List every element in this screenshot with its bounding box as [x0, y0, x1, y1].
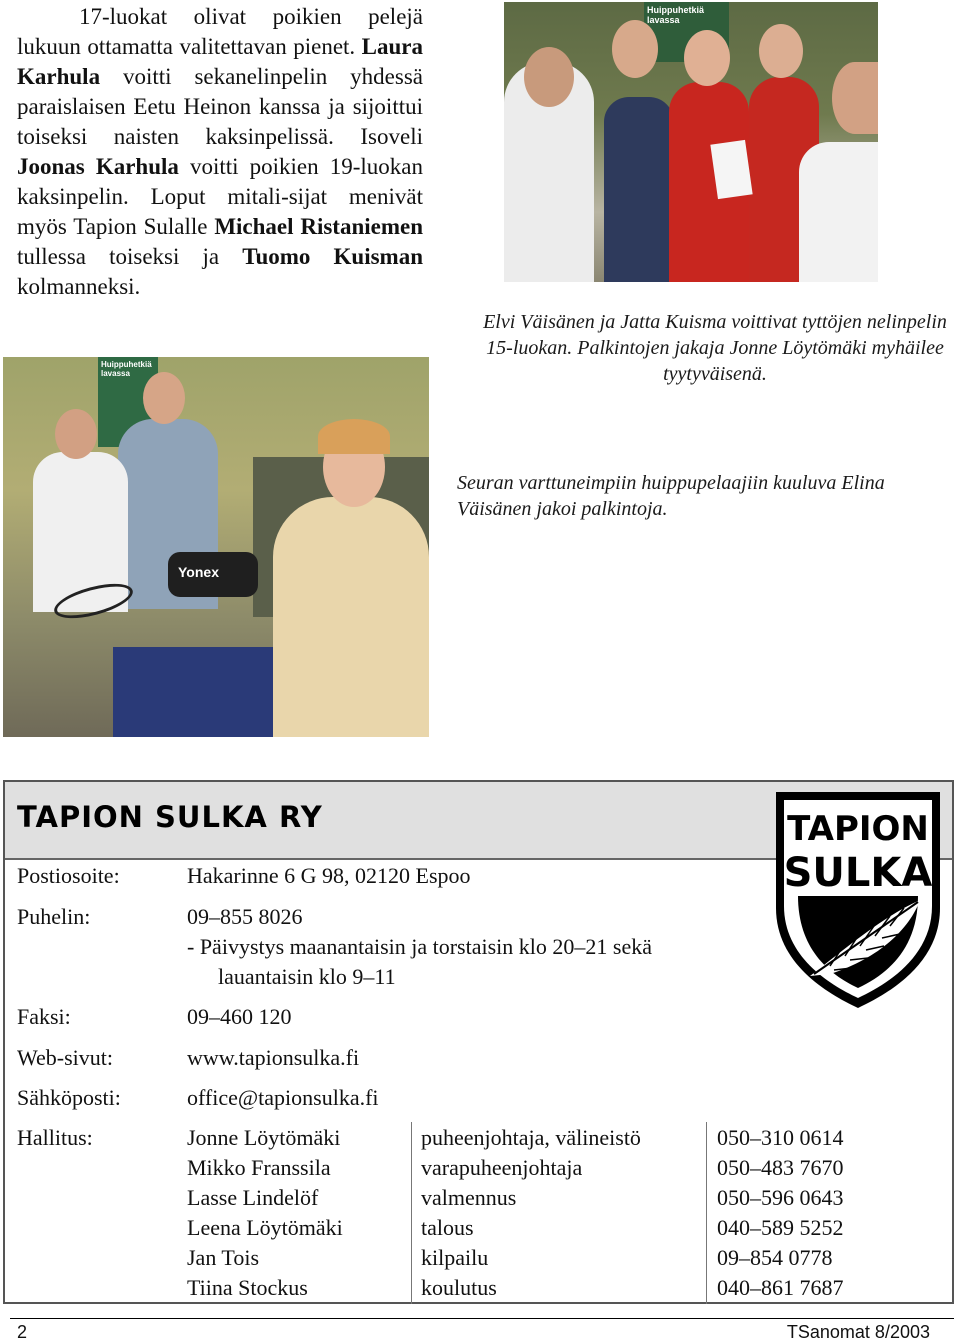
web-label: Web-sivut:	[17, 1045, 113, 1070]
name-tuomo-kuisma: Tuomo Kuisman	[242, 244, 424, 269]
board-role: talous	[421, 1215, 474, 1240]
fax-label: Faksi:	[17, 1004, 71, 1029]
board-name: Jonne Löytömäki	[187, 1125, 341, 1150]
board-phone: 050–596 0643	[717, 1185, 844, 1210]
face	[759, 24, 803, 78]
column-divider	[706, 1122, 707, 1304]
club-logo	[770, 788, 946, 1012]
face	[612, 20, 658, 78]
name-joonas-karhula: Joonas Karhula	[17, 154, 179, 179]
photo-boys-podium	[3, 357, 429, 737]
board-phone: 09–854 0778	[717, 1245, 833, 1270]
logo-word-1: TAPION	[787, 809, 929, 849]
board-phone: 050–483 7670	[717, 1155, 844, 1180]
board-role: puheenjohtaja, välineistö	[421, 1125, 641, 1150]
fax-value: 09–460 120	[187, 1004, 292, 1029]
article-sentence: kolmanneksi.	[17, 274, 141, 299]
face	[55, 409, 97, 459]
web-link[interactable]: www.tapionsulka.fi	[187, 1045, 360, 1070]
board-name: Mikko Franssila	[187, 1155, 331, 1180]
article-text	[17, 2, 423, 302]
email-link[interactable]: office@tapionsulka.fi	[187, 1085, 379, 1110]
face	[524, 47, 574, 107]
banner-text: Huippuhetkiä lavassa	[101, 360, 152, 378]
face	[684, 30, 730, 86]
phone-label: Puhelin:	[17, 904, 91, 929]
board-name: Leena Löytömäki	[187, 1215, 343, 1240]
board-phone: 040–861 7687	[717, 1275, 844, 1300]
photo-girls-doubles-winners	[504, 2, 878, 282]
board-role: koulutus	[421, 1275, 497, 1300]
board-role: valmennus	[421, 1185, 517, 1210]
face	[143, 372, 185, 424]
board-role: varapuheenjohtaja	[421, 1155, 583, 1180]
issue-label: TSanomat 8/2003	[786, 1322, 930, 1342]
phone-note-line-2: lauantaisin klo 9–11	[218, 964, 396, 989]
board-role: kilpailu	[421, 1245, 489, 1270]
board-name: Jan Tois	[187, 1245, 260, 1270]
phone-value: 09–855 8026	[187, 904, 303, 929]
bag-brand-text: Yonex	[178, 564, 219, 580]
caption-photo-1: Elvi Väisänen ja Jatta Kuisma voittivat tyttöjen nelinpelin 15-luokan. Palkintojen jakaja Jonne Löytömäki myhäilee tyytyväisenä.	[483, 311, 947, 385]
board-name: Tiina Stockus	[187, 1275, 308, 1300]
article-paragraph	[17, 2, 423, 302]
board-phone: 040–589 5252	[717, 1215, 844, 1240]
club-title: TAPION SULKA RY	[17, 800, 323, 834]
footer-rule	[10, 1318, 954, 1319]
postal-value: Hakarinne 6 G 98, 02120 Espoo	[187, 863, 471, 888]
person-right	[799, 142, 878, 282]
board-label: Hallitus:	[17, 1125, 93, 1150]
article-sentence: voitti sekanelinpelin yhdessä paraislaisen Eetu Heinon kanssa ja sijoittui toiseksi naisten kaksinpelissä. Isoveli	[17, 64, 424, 149]
page-number: 2	[17, 1322, 28, 1342]
article-sentence: 17-luokat olivat poikien pelejä lukuun ottamatta valitettavan pienet.	[17, 4, 423, 59]
logo-word-2: SULKA	[783, 850, 933, 896]
hair	[318, 419, 390, 454]
face	[832, 62, 878, 134]
postal-label: Postiosoite:	[17, 863, 120, 888]
article-sentence: tullessa toiseksi ja	[17, 244, 220, 269]
shield-logo-icon	[770, 788, 946, 1012]
woman-sweater	[273, 497, 429, 737]
column-divider	[411, 1122, 412, 1304]
board-name: Lasse Lindelöf	[187, 1185, 319, 1210]
sports-bag	[168, 552, 258, 597]
name-michael-ristaniemi: Michael Ristaniemen	[214, 214, 424, 239]
article-sentence: voitti poikien 19-luokan kaksinpelin. Loput mitali-sijat menivät myös Tapion Sulalle	[17, 154, 423, 239]
phone-note-line-1: - Päivystys maanantaisin ja torstaisin klo 20–21 sekä	[187, 934, 652, 959]
name-laura-karhula: Laura Karhula	[17, 34, 424, 89]
caption-photo-2: Seuran varttuneimpiin huippupelaajiin kuuluva Elina Väisänen jakoi palkintoja.	[457, 472, 885, 520]
certificate	[710, 140, 752, 199]
board-phone: 050–310 0614	[717, 1125, 844, 1150]
banner-text: Huippuhetkiä lavassa	[647, 5, 705, 25]
email-label: Sähköposti:	[17, 1085, 121, 1110]
person-navy-shirt	[604, 97, 674, 282]
